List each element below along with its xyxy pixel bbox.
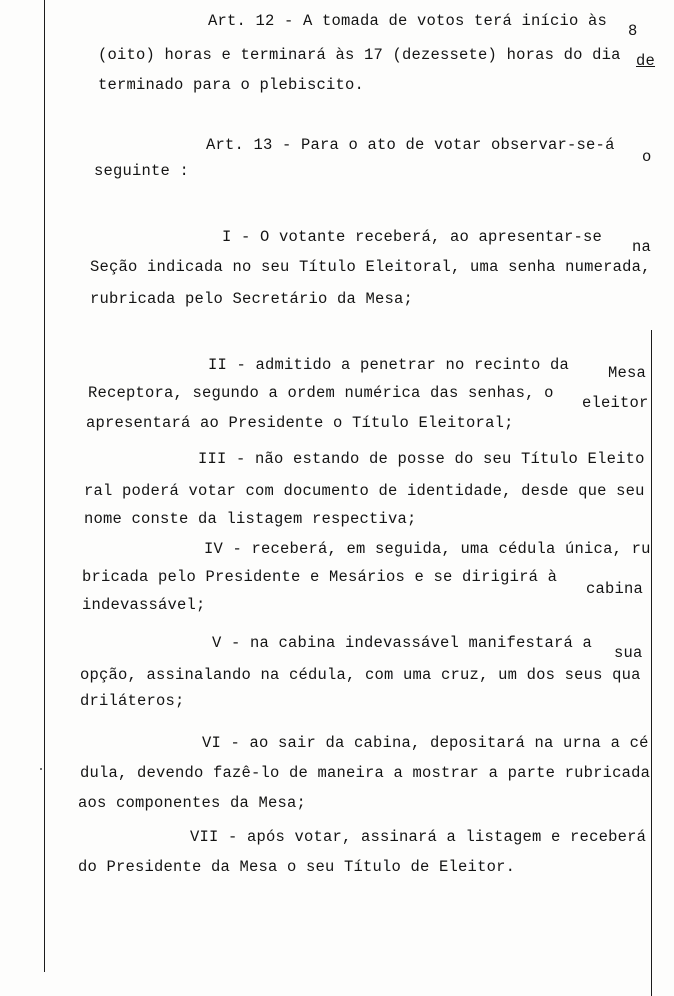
text-line-1: Art. 12 - A tomada de votos terá início às [208, 12, 608, 30]
text-line-2-end: de [636, 52, 656, 70]
text-line-4-end: o [642, 148, 652, 166]
text-line-12: III - não estando de posse do seu Título Eleito [198, 450, 645, 468]
text-line-15: IV - receberá, em seguida, uma cédula única, ru [204, 540, 651, 558]
text-line-18: V - na cabina indevassável manifestará a [212, 634, 593, 652]
text-line-16-end: cabina [586, 580, 644, 598]
text-line-23: aos componentes da Mesa; [78, 794, 307, 812]
text-line-18-end: sua [614, 644, 643, 662]
text-line-24: VII - após votar, assinará a listagem e receberá [190, 828, 647, 846]
text-line-8: rubricada pelo Secretário da Mesa; [90, 290, 414, 308]
text-line-3: terminado para o plebiscito. [98, 76, 365, 94]
text-line-7: Seção indicada no seu Título Eleitoral, uma senha numerada, [90, 258, 651, 276]
text-line-11: apresentará ao Presidente o Título Eleitoral; [86, 414, 514, 432]
text-line-16: bricada pelo Presidente e Mesários e se dirigirá à [82, 568, 558, 586]
text-line-21: VI - ao sair da cabina, depositará na urna a cé [202, 734, 649, 752]
text-line-10: Receptora, segundo a ordem numérica das senhas, o [88, 384, 554, 402]
text-line-6-end: na [632, 238, 652, 256]
text-line-13: ral poderá votar com documento de identidade, desde que seu [84, 482, 645, 500]
text-line-1-end: 8 [628, 22, 638, 40]
text-line-22: dula, devendo fazê-lo de maneira a mostrar a parte rubricada [80, 764, 651, 782]
right-margin-line [651, 330, 652, 996]
text-line-4: Art. 13 - Para o ato de votar observar-se-á [206, 136, 615, 154]
text-line-20: driláteros; [80, 692, 185, 710]
left-margin-line [44, 0, 45, 972]
text-line-9: II - admitido a penetrar no recinto da [208, 356, 570, 374]
scan-speck [40, 768, 42, 770]
text-line-25: do Presidente da Mesa o seu Título de Eleitor. [78, 858, 516, 876]
text-line-6: I - O votante receberá, ao apresentar-se [222, 228, 603, 246]
text-line-5: seguinte : [94, 162, 190, 180]
text-line-2: (oito) horas e terminará às 17 (dezessete) horas do dia [98, 46, 621, 64]
text-line-14: nome conste da listagem respectiva; [84, 510, 417, 528]
text-line-9-end: Mesa [608, 364, 647, 382]
text-line-17: indevassável; [82, 596, 206, 614]
text-line-10-end: eleitor [582, 394, 649, 412]
text-line-19: opção, assinalando na cédula, com uma cruz, um dos seus qua [80, 666, 641, 684]
